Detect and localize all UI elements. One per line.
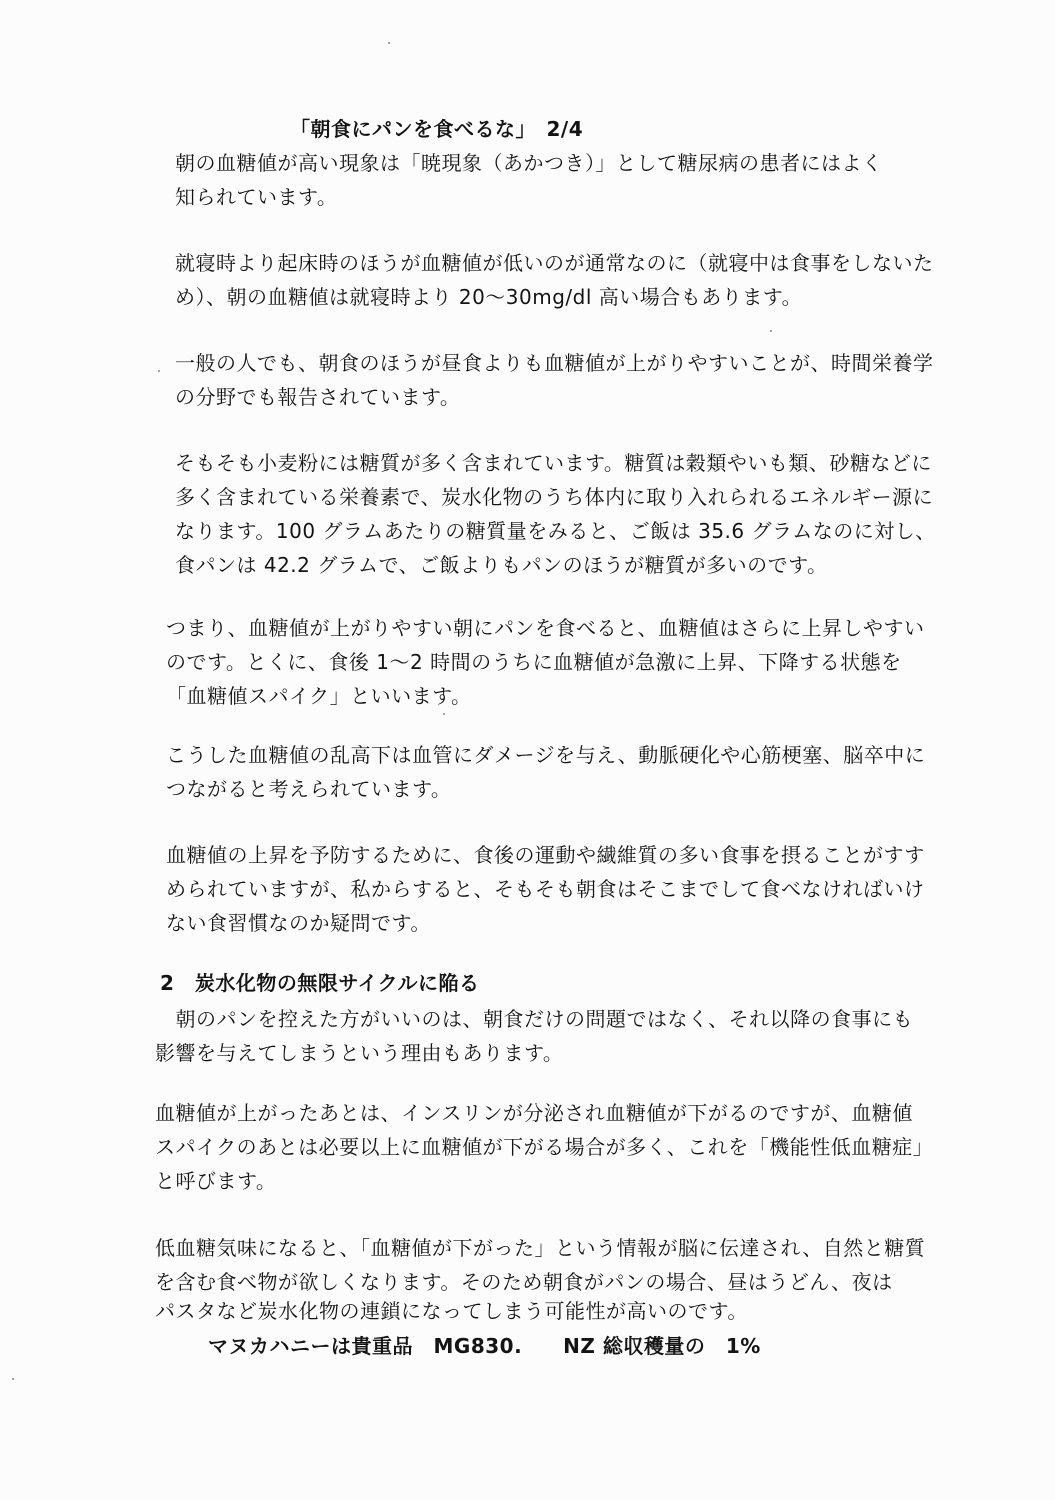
paragraph-line: の分野でも報告されています。 (175, 385, 461, 409)
paragraph-line: め）、朝の血糖値は就寝時より 20～30mg/dl 高い場合もあります。 (175, 285, 803, 309)
paragraph-line: スパイクのあとは必要以上に血糖値が下がる場合が多く、これを「機能性低血糖症」 (155, 1135, 934, 1159)
paragraph-line: 一般の人でも、朝食のほうが昼食よりも血糖値が上がりやすいことが、時間栄養学 (175, 351, 934, 375)
paragraph-line: 食パンは 42.2 グラムで、ご飯よりもパンのほうが糖質が多いのです。 (175, 553, 828, 577)
paragraph-line: められていますが、私からすると、そもそも朝食はそこまでして食べなければいけ (166, 877, 925, 901)
paragraph-line: 多く含まれている栄養素で、炭水化物のうち体内に取り入れられるエネルギー源に (175, 485, 934, 509)
paragraph-line: こうした血糖値の乱高下は血管にダメージを与え、動脈硬化や心筋梗塞、脳卒中に (166, 743, 926, 767)
paragraph-line: つながると考えられています。 (166, 777, 452, 801)
paragraph-line: 就寝時より起床時のほうが血糖値が低いのが通常なのに（就寝中は食事をしないた (175, 251, 934, 275)
scan-speck (158, 370, 160, 372)
paragraph-line: 朝のパンを控えた方がいいのは、朝食だけの問題ではなく、それ以降の食事にも (155, 1007, 914, 1031)
section-heading: 2 炭水化物の無限サイクルに陥る (160, 971, 480, 995)
paragraph-line: 朝の血糖値が高い現象は「暁現象（あかつき）」として糖尿病の患者にはよく (175, 151, 883, 175)
paragraph-line: ない食習慣なのか疑問です。 (166, 911, 431, 935)
paragraph-line: そもそも小麦粉には糖質が多く含まれています。糖質は穀類やいも類、砂糖などに (175, 451, 932, 475)
paragraph-line: と呼びます。 (155, 1169, 277, 1193)
scan-speck (770, 330, 772, 332)
paragraph-line: 影響を与えてしまうという理由もあります。 (155, 1041, 564, 1065)
paragraph-line: 血糖値の上昇を予防するために、食後の運動や繊維質の多い食事を摂ることがすす (166, 843, 925, 867)
document-title: 「朝食にパンを食べるな」 2/4 (290, 117, 584, 141)
paragraph-line: パスタなど炭水化物の連鎖になってしまう可能性が高いのです。 (155, 1299, 748, 1323)
footnote-line: マヌカハニーは貴重品 MG830. NZ 総収穫量の 1% (208, 1334, 761, 1358)
scan-speck (388, 42, 390, 44)
paragraph-line: 「血糖値スパイク」といいます。 (166, 684, 472, 708)
paragraph-line: 低血糖気味になると、「血糖値が下がった」という情報が脳に伝達され、自然と糖質 (155, 1236, 926, 1260)
paragraph-line: 知られています。 (175, 185, 338, 209)
paragraph-line: を含む食べ物が欲しくなります。そのため朝食がパンの場合、昼はうどん、夜は (155, 1270, 893, 1294)
paragraph-line: なります。100 グラムあたりの糖質量をみると、ご飯は 35.6 グラムなのに対し、 (175, 519, 936, 543)
paragraph-line: 血糖値が上がったあとは、インスリンが分泌され血糖値が下がるのですが、血糖値 (155, 1101, 913, 1125)
paragraph-line: のです。とくに、食後 1～2 時間のうちに血糖値が急激に上昇、下降する状態を (166, 650, 902, 674)
paragraph-line: つまり、血糖値が上がりやすい朝にパンを食べると、血糖値はさらに上昇しやすい (166, 616, 925, 640)
scan-speck (443, 713, 445, 715)
scan-speck (12, 1378, 14, 1380)
